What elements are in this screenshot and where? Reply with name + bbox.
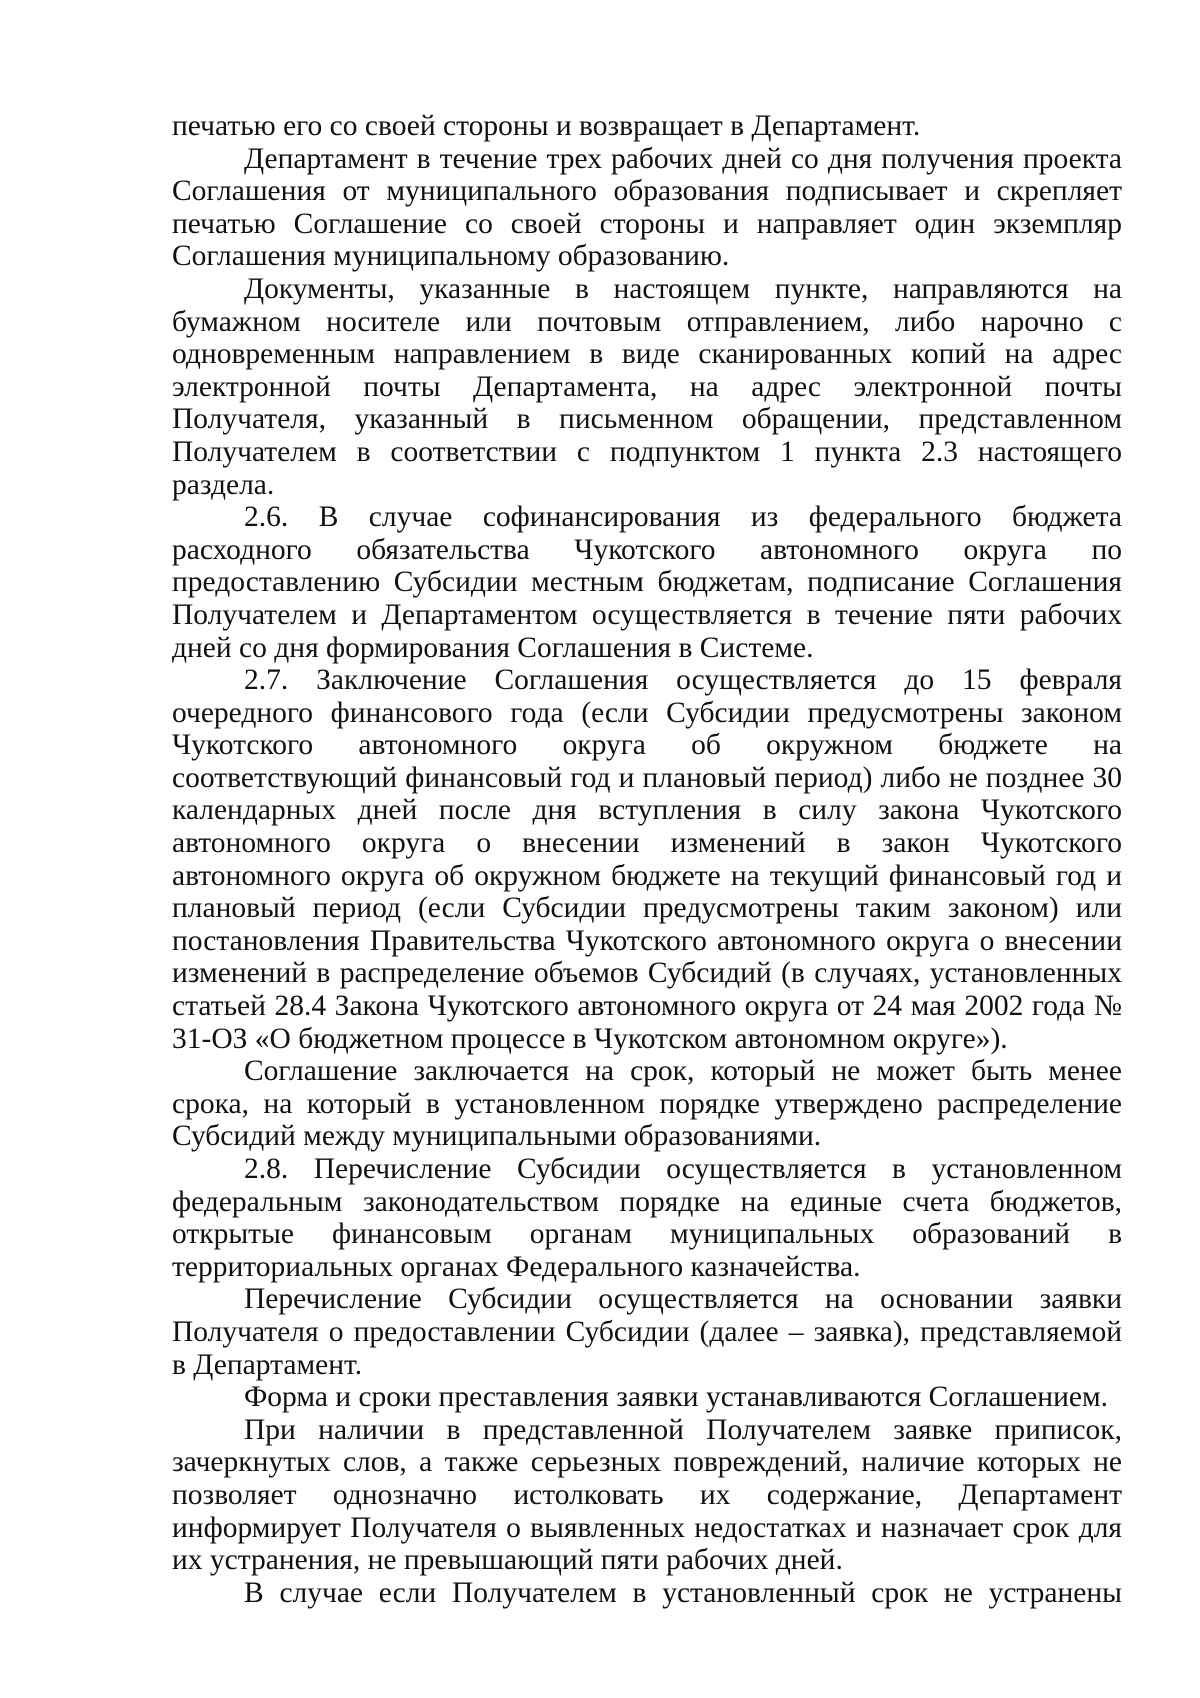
paragraph-not-corrected: В случае если Получателем в установленный срок не устранены bbox=[244, 1576, 1122, 1609]
paragraph-agreement-term: Соглашение заключается на срок, который не может быть менее срока, на который в установленном порядке утверждено распределение Субсидий между муниципальными образованиями. bbox=[172, 1055, 1122, 1153]
paragraph-application-defects: При наличии в представленной Получателем заявке приписок, зачеркнутых слов, а также серьезных повреждений, наличие которых не позволяет однозначно истолковать их содержание, Департамент информирует Получателя о выявленных недостатках и назначает срок для их устранения, не превышающий пяти рабочих дней. bbox=[172, 1413, 1122, 1577]
document-page bbox=[172, 110, 1122, 1609]
paragraph-documents-delivery: Документы, указанные в настоящем пункте, направляются на бумажном носителе или почтовым отправлением, либо нарочно с одновременным направлением в виде сканированных копий на адрес электронной почты Департамента, на адрес электронной почты Получателя, указанный в письменном обращении, представленном Получателем в соответствии с подпунктом 1 пункта 2.3 настоящего раздела. bbox=[172, 272, 1122, 501]
paragraph-2-8: 2.8. Перечисление Субсидии осуществляется в установленном федеральным законодательством порядке на единые счета бюджетов, открытые финансовым органам муниципальных образований в территориальных органах Федерального казначейства. bbox=[172, 1153, 1122, 1283]
paragraph-department-signing: Департамент в течение трех рабочих дней со дня получения проекта Соглашения от муниципального образования подписывает и скрепляет печатью Соглашение со своей стороны и направляет один экземпляр Соглашения муниципальному образованию. bbox=[172, 142, 1122, 273]
paragraph-2-6: 2.6. В случае софинансирования из федерального бюджета расходного обязательства Чукотского автономного округа по предоставлению Субсидии местным бюджетам, подписание Соглашения Получателем и Департаментом осуществляется в течение пяти рабочих дней со дня формирования Соглашения в Системе. bbox=[172, 501, 1122, 664]
paragraph-2-7: 2.7. Заключение Соглашения осуществляется до 15 февраля очередного финансового года (если Субсидии предусмотрены законом Чукотского автономного округа об окружном бюджете на соответствующий финансовый год и плановый период) либо не позднее 30 календарных дней после дня вступления в силу закона Чукотского автономного округа о внесении изменений в закон Чукотского автономного округа об окружном бюджете на текущий финансовый год и плановый период (если Субсидии предусмотрены таким законом) или постановления Правительства Чукотского автономного округа о внесении изменений в распределение объемов Субсидий (в случаях, установленных статьей 28.4 Закона Чукотского автономного округа от 24 мая 2002 года № 31-ОЗ «О бюджетном процессе в Чукотском автономном округе»). bbox=[172, 664, 1122, 1055]
paragraph-continuation: печатью его со своей стороны и возвращает в Департамент. bbox=[172, 110, 921, 142]
paragraph-transfer-basis: Перечисление Субсидии осуществляется на основании заявки Получателя о предоставлении Субсидии (далее – заявка), представляемой в Департамент. bbox=[172, 1283, 1122, 1381]
paragraph-application-form: Форма и сроки преставления заявки устанавливаются Соглашением. bbox=[244, 1381, 1109, 1414]
